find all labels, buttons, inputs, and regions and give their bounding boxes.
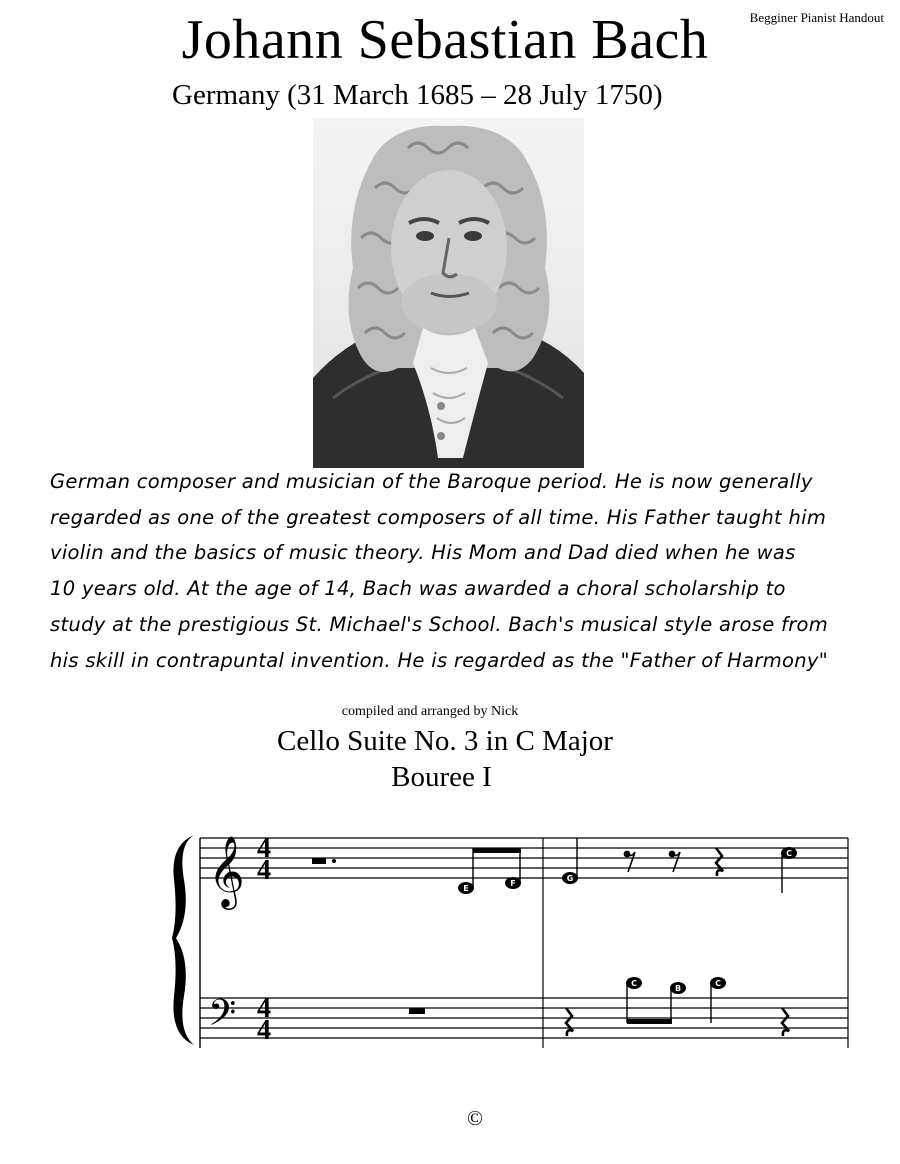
arranger-credit: compiled and arranged by Nick — [341, 704, 519, 719]
whole-rest — [409, 1008, 425, 1014]
bass-time-top: 4 — [257, 993, 271, 1024]
piece-subtitle: Bouree I — [391, 761, 492, 793]
page-title: Johann Sebastian Bach — [181, 9, 709, 71]
page-subtitle: Germany (31 March 1685 – 28 July 1750) — [172, 79, 663, 111]
note-letter: G — [566, 874, 574, 883]
bass-staff — [200, 998, 848, 1038]
bio-line: study at the prestigious St. Michael's School. Bach's musical style arose from — [50, 613, 829, 636]
beamed-eighths — [458, 848, 521, 894]
note-letter: B — [674, 984, 682, 993]
half-rest — [312, 858, 326, 864]
bio-line: regarded as one of the greatest composers of all time. His Father taught him — [50, 506, 827, 529]
quarter-rest — [566, 1008, 573, 1036]
note-letter: C — [631, 979, 637, 988]
brace — [172, 835, 194, 1045]
beamed-eighths — [626, 977, 686, 1024]
copyright-symbol: © — [467, 1106, 483, 1130]
bass-time-bottom: 4 — [257, 1015, 271, 1046]
note-letter: E — [463, 884, 469, 893]
treble-clef: 𝄞 — [208, 834, 245, 907]
bio-line: violin and the basics of music theory. His Mom and Dad died when he was — [50, 541, 796, 564]
quarter-rest — [716, 848, 723, 876]
bass-clef: 𝄢 — [208, 992, 237, 1043]
note-letter: C — [786, 849, 792, 858]
bach-portrait — [313, 118, 584, 468]
treble-time-top: 4 — [257, 833, 271, 864]
grand-staff — [0, 800, 900, 1070]
music-score — [0, 800, 900, 1070]
treble-time-bottom: 4 — [257, 855, 271, 886]
bio-line: German composer and musician of the Baroque period. He is now generally — [50, 470, 813, 493]
quarter-rest — [782, 1008, 789, 1036]
rest-dot — [332, 859, 336, 863]
eighth-rest — [669, 851, 680, 872]
note-letter: C — [715, 979, 721, 988]
treble-staff — [200, 838, 848, 878]
note-letter: F — [510, 879, 516, 888]
piece-title: Cello Suite No. 3 in C Major — [277, 725, 613, 757]
handout-label: Begginer Pianist Handout — [749, 10, 884, 25]
bio-line: his skill in contrapuntal invention. He is regarded as the "Father of Harmony" — [50, 649, 828, 672]
eighth-rest — [624, 851, 635, 872]
portrait-illustration — [313, 118, 584, 468]
bio-line: 10 years old. At the age of 14, Bach was awarded a choral scholarship to — [50, 577, 786, 600]
